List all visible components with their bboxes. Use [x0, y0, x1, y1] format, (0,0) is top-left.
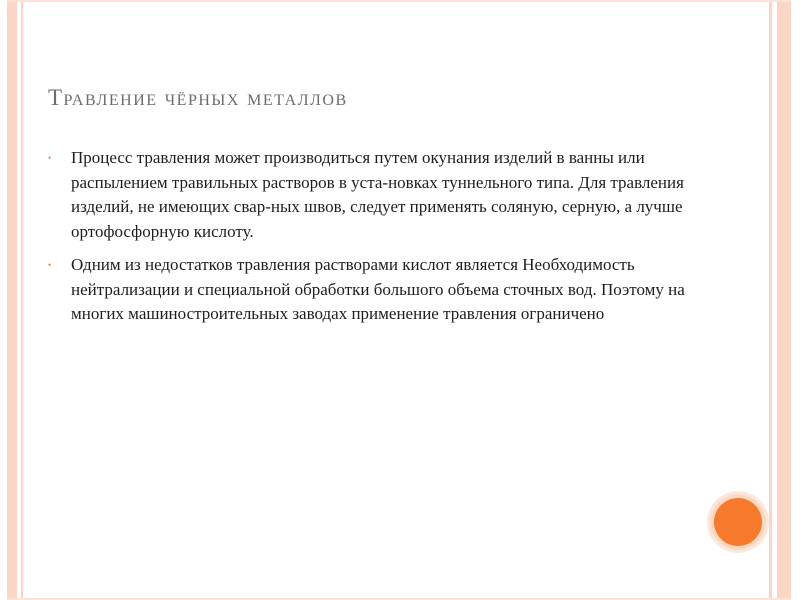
bullet-dot-icon: •: [48, 260, 52, 270]
slide-title: Травление чёрных металлов: [48, 85, 348, 110]
bullet-list: [46, 146, 696, 336]
frame-left-inner-line: [21, 0, 23, 600]
frame-right-outer-bar: [777, 0, 791, 600]
frame-left-outer-bar: [7, 0, 17, 600]
bullet-text: Одним из недостатков травления растворами кислот является Необходимость нейтрализации и специальной обработки большого объема сточных вод. Поэтому на многих машиностроительных заводах применение травления ограничено: [71, 255, 685, 323]
decorative-circle-icon: [714, 498, 762, 546]
bullet-text: Процесс травления может производиться путем окунания изделий в ванны или распылением травильных растворов в уста-новках туннельного типа. Для травления изделий, не имеющих свар-ных швов, следует применять соляную, серную, а лучше ортофосфорную кислоту.: [71, 148, 684, 241]
frame-right-inner-line: [769, 0, 772, 600]
frame-top-line: [7, 0, 791, 2]
bullet-dot-icon: •: [48, 153, 52, 163]
bullet-item: [46, 253, 696, 327]
bullet-item: [46, 146, 696, 244]
